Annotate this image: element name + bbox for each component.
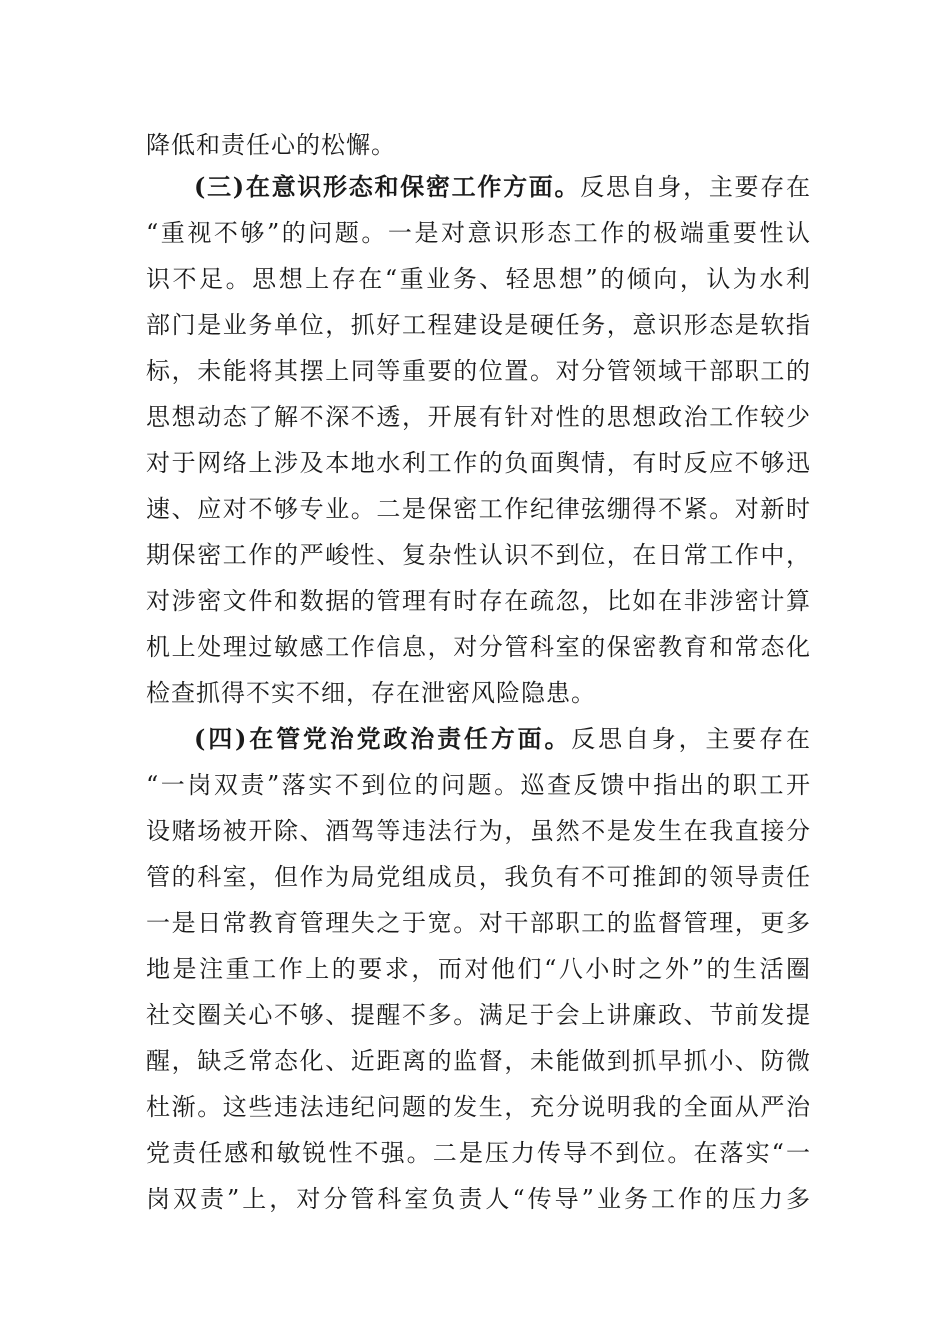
text-line: 机上处理过敏感工作信息，对分管科室的保密教育和常态化 bbox=[146, 633, 811, 661]
text-line: 岗双责”上，对分管科室负责人“传导”业务工作的压力多 bbox=[146, 1185, 811, 1213]
text-line: 部门是业务单位，抓好工程建设是硬任务，意识形态是软指 bbox=[146, 311, 811, 339]
section-4-first-line bbox=[194, 716, 811, 762]
text-line: 管的科室，但作为局党组成员，我负有不可推卸的领导责任 bbox=[146, 863, 811, 891]
text-line: 杜渐。这些违法违纪问题的发生，充分说明我的全面从严治 bbox=[146, 1093, 811, 1121]
section-3-heading: (三)在意识形态和保密工作方面。 bbox=[194, 172, 581, 201]
text-line: 速、应对不够专业。二是保密工作纪律弦绷得不紧。对新时 bbox=[146, 495, 811, 523]
text-line: 思想动态了解不深不透，开展有针对性的思想政治工作较少 bbox=[146, 403, 811, 431]
section-4-lead: 反思自身，主要存在 bbox=[571, 725, 811, 753]
text-line: 降低和责任心的松懈。 bbox=[146, 131, 396, 159]
text-line: 识不足。思想上存在“重业务、轻思想”的倾向，认为水利 bbox=[146, 265, 811, 293]
section-3-lead: 反思自身，主要存在 bbox=[580, 173, 811, 201]
text-line: 一是日常教育管理失之于宽。对干部职工的监督管理，更多 bbox=[146, 909, 811, 937]
text-line: 对涉密文件和数据的管理有时存在疏忽，比如在非涉密计算 bbox=[146, 587, 811, 615]
text-line: 对于网络上涉及本地水利工作的负面舆情，有时反应不够迅 bbox=[146, 449, 811, 477]
section-4-heading: (四)在管党治党政治责任方面。 bbox=[194, 724, 572, 753]
text-line: “重视不够”的问题。一是对意识形态工作的极端重要性认 bbox=[146, 219, 811, 247]
text-line: 期保密工作的严峻性、复杂性认识不到位，在日常工作中， bbox=[146, 541, 811, 569]
text-line: 检查抓得不实不细，存在泄密风险隐患。 bbox=[146, 679, 596, 707]
section-3-first-line bbox=[194, 164, 811, 210]
text-line: “一岗双责”落实不到位的问题。巡查反馈中指出的职工开 bbox=[146, 771, 811, 799]
text-line: 党责任感和敏锐性不强。二是压力传导不到位。在落实“一 bbox=[146, 1139, 811, 1167]
text-line: 设赌场被开除、酒驾等违法行为，虽然不是发生在我直接分 bbox=[146, 817, 811, 845]
text-line: 醒，缺乏常态化、近距离的监督，未能做到抓早抓小、防微 bbox=[146, 1047, 811, 1075]
text-line: 标，未能将其摆上同等重要的位置。对分管领域干部职工的 bbox=[146, 357, 811, 385]
text-line: 社交圈关心不够、提醒不多。满足于会上讲廉政、节前发提 bbox=[146, 1001, 811, 1029]
text-line: 地是注重工作上的要求，而对他们“八小时之外”的生活圈 bbox=[146, 955, 811, 983]
